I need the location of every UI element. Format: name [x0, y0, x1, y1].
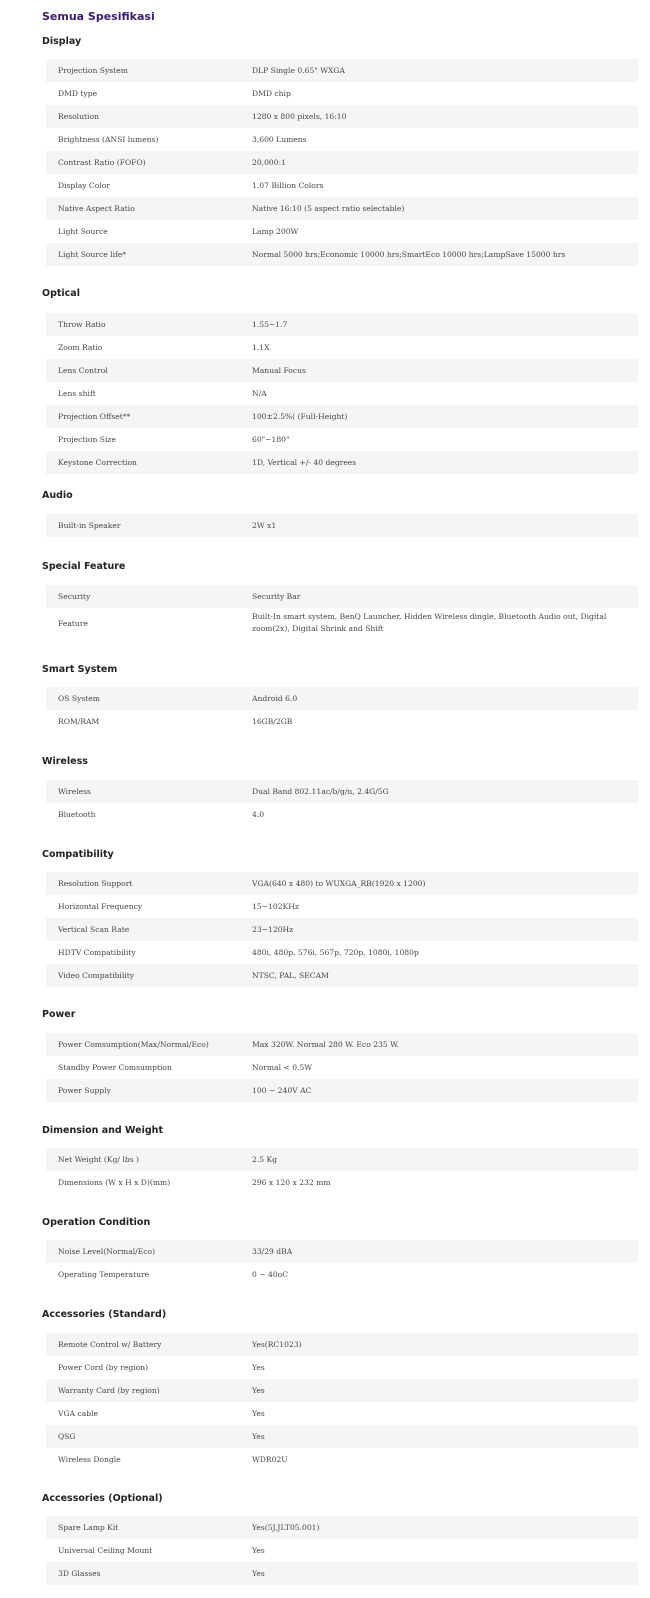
spec-row: [46, 1171, 638, 1194]
spec-table-smart-system: [46, 687, 638, 733]
spec-label: Display Color: [58, 181, 110, 190]
spec-label: Lens Control: [58, 366, 108, 375]
spec-value: Yes: [252, 1408, 265, 1418]
spec-label: Resolution Support: [58, 879, 133, 888]
spec-label: Zoom Ratio: [58, 343, 103, 352]
spec-row: [46, 313, 638, 336]
spec-value: Android 6.0: [252, 693, 298, 703]
spec-value: 15~102KHz: [252, 901, 299, 911]
section-title-optical: Optical: [42, 288, 80, 299]
spec-label: Projection System: [58, 66, 128, 75]
spec-label: Dimensions (W x H x D)(mm): [58, 1178, 171, 1187]
spec-value: Yes(RC1023): [252, 1339, 302, 1349]
spec-label: Standby Power Comsumption: [58, 1063, 172, 1072]
spec-row: [46, 1402, 638, 1425]
spec-row: [46, 1148, 638, 1171]
spec-row: [46, 608, 638, 638]
spec-row: [46, 1033, 638, 1056]
spec-value: 23~120Hz: [252, 924, 294, 934]
spec-label: Net Weight (Kg/ lbs ): [58, 1155, 139, 1164]
spec-label: Native Aspect Ratio: [58, 204, 135, 213]
spec-value: 3,600 Lumens: [252, 134, 307, 144]
spec-row: [46, 1356, 638, 1379]
spec-value: Yes: [252, 1362, 265, 1372]
spec-value: Max 320W. Normal 280 W. Eco 235 W.: [252, 1039, 400, 1049]
spec-row: [46, 710, 638, 733]
spec-label: Light Source life*: [58, 250, 127, 259]
spec-label: VGA cable: [58, 1409, 99, 1418]
spec-table-dimension-weight: [46, 1148, 638, 1194]
spec-row: [46, 1425, 638, 1448]
spec-row: [46, 780, 638, 803]
spec-table-power: [46, 1033, 638, 1102]
spec-label: OS System: [58, 694, 100, 703]
spec-table-compatibility: [46, 872, 638, 987]
spec-row: [46, 105, 638, 128]
spec-value: 4.0: [252, 809, 265, 819]
spec-value: DMD chip: [252, 88, 291, 98]
spec-value: Yes: [252, 1568, 265, 1578]
spec-label: Built-in Speaker: [58, 521, 121, 530]
spec-value: 60"~180": [252, 434, 290, 444]
spec-label: Universal Ceiling Mount: [58, 1546, 153, 1555]
spec-row: [46, 1263, 638, 1286]
section-title-audio: Audio: [42, 490, 73, 501]
spec-row: [46, 687, 638, 710]
spec-row: [46, 220, 638, 243]
spec-row: [46, 918, 638, 941]
spec-label: Resolution: [58, 112, 99, 121]
spec-value: VGA(640 x 480) to WUXGA_RB(1920 x 1200): [252, 878, 426, 888]
spec-value: 296 x 120 x 232 mm: [252, 1177, 331, 1187]
section-title-operation-condition: Operation Condition: [42, 1217, 151, 1228]
spec-label: 3D Glasses: [58, 1569, 101, 1578]
spec-label: Throw Ratio: [58, 320, 106, 329]
spec-row: [46, 941, 638, 964]
spec-row: [46, 1056, 638, 1079]
spec-table-accessories-optional: [46, 1516, 638, 1585]
spec-value: Yes: [252, 1545, 265, 1555]
spec-row: [46, 1516, 638, 1539]
spec-row: [46, 1562, 638, 1585]
spec-row: [46, 1333, 638, 1356]
page-title: Semua Spesifikasi: [42, 10, 155, 23]
spec-value: DLP Single 0.65" WXGA: [252, 65, 345, 75]
spec-row: [46, 451, 638, 474]
spec-label: Power Supply: [58, 1086, 111, 1095]
spec-label: Power Comsumption(Max/Normal/Eco): [58, 1040, 209, 1049]
spec-label: Contrast Ratio (FOFO): [58, 158, 146, 167]
spec-label: Noise Level(Normal/Eco): [58, 1247, 156, 1256]
spec-row: [46, 82, 638, 105]
spec-value: 33/29 dBA: [252, 1246, 293, 1256]
section-title-special-feature: Special Feature: [42, 561, 126, 572]
spec-value: Native 16:10 (5 aspect ratio selectable): [252, 203, 405, 213]
section-title-wireless: Wireless: [42, 756, 88, 767]
spec-label: HDTV Compatibility: [58, 948, 136, 957]
spec-label: Projection Size: [58, 435, 116, 444]
spec-label: Security: [58, 592, 91, 601]
spec-value: 1.1X: [252, 342, 270, 352]
section-title-display: Display: [42, 36, 82, 47]
spec-label: Wireless: [58, 787, 91, 796]
spec-row: [46, 1379, 638, 1402]
spec-row: [46, 964, 638, 987]
spec-row: [46, 428, 638, 451]
spec-value: Yes(5J.JLT05.001): [252, 1522, 320, 1532]
section-title-accessories-standard: Accessories (Standard): [42, 1309, 167, 1320]
spec-label: Operating Temperature: [58, 1270, 150, 1279]
spec-label: Power Cord (by region): [58, 1363, 149, 1372]
spec-value: Yes: [252, 1385, 265, 1395]
spec-value: 1.07 Billion Colors: [252, 180, 324, 190]
spec-label: Wireless Dongle: [58, 1455, 121, 1464]
spec-label: ROM/RAM: [58, 717, 100, 726]
spec-row: [46, 895, 638, 918]
spec-table-wireless: [46, 780, 638, 826]
spec-label: Projection Offset**: [58, 412, 131, 421]
spec-table-audio: [46, 514, 638, 537]
spec-value: 1.55~1.7: [252, 319, 288, 329]
spec-value: 20,000:1: [252, 157, 286, 167]
section-title-accessories-optional: Accessories (Optional): [42, 1493, 163, 1504]
spec-label: Horizontal Frequency: [58, 902, 143, 911]
spec-label: Spare Lamp Kit: [58, 1523, 119, 1532]
spec-row: [46, 197, 638, 220]
spec-row: [46, 59, 638, 82]
spec-value: 100 ~ 240V AC: [252, 1085, 312, 1095]
spec-value: Manual Focus: [252, 365, 306, 375]
spec-table-display: [46, 59, 638, 266]
spec-value: Security Bar: [252, 591, 301, 601]
spec-label: Brightness (ANSI lumens): [58, 135, 159, 144]
spec-label: Feature: [58, 618, 88, 628]
spec-row: [46, 336, 638, 359]
spec-row: [46, 128, 638, 151]
spec-label: Keystone Correction: [58, 458, 137, 467]
spec-row: [46, 1539, 638, 1562]
spec-label: Warranty Card (by region): [58, 1386, 160, 1395]
spec-value: Normal < 0.5W: [252, 1062, 313, 1072]
spec-value: 1280 x 800 pixels, 16:10: [252, 111, 347, 121]
section-title-dimension-weight: Dimension and Weight: [42, 1125, 163, 1136]
spec-row: [46, 585, 638, 608]
section-title-power: Power: [42, 1009, 76, 1020]
spec-row: [46, 1448, 638, 1471]
spec-label: Lens shift: [58, 389, 96, 398]
spec-table-optical: [46, 313, 638, 474]
spec-label: Remote Control w/ Battery: [58, 1340, 162, 1349]
spec-value: Dual Band 802.11ac/b/g/n, 2.4G/5G: [252, 786, 389, 796]
spec-value: 1D, Vertical +/- 40 degrees: [252, 457, 357, 467]
spec-value: 100±2.5%( (Full-Height): [252, 411, 348, 421]
spec-row: [46, 174, 638, 197]
spec-label: QSG: [58, 1432, 76, 1441]
spec-label: Video Compatibility: [58, 971, 135, 980]
spec-value: 0 ~ 40oC: [252, 1269, 289, 1279]
spec-table-accessories-standard: [46, 1333, 638, 1471]
spec-label: Bluetooth: [58, 810, 96, 819]
spec-value: 480i, 480p, 576i, 567p, 720p, 1080i, 1080p: [252, 947, 419, 957]
spec-row: [46, 382, 638, 405]
spec-label: DMD type: [58, 89, 98, 98]
spec-row: [46, 1240, 638, 1263]
spec-table-operation-condition: [46, 1240, 638, 1286]
spec-row: [46, 872, 638, 895]
spec-value: WDR02U: [252, 1454, 288, 1464]
spec-label: Vertical Scan Rate: [58, 925, 130, 934]
spec-row: [46, 243, 638, 266]
spec-row: [46, 803, 638, 826]
spec-value: Lamp 200W: [252, 226, 299, 236]
spec-row: [46, 405, 638, 428]
spec-value: 2.5 Kg: [252, 1154, 278, 1164]
spec-row: [46, 514, 638, 537]
section-title-compatibility: Compatibility: [42, 849, 114, 860]
spec-label: Light Source: [58, 227, 108, 236]
spec-table-special-feature: [46, 585, 638, 638]
spec-row: [46, 1079, 638, 1102]
spec-value: 2W x1: [252, 520, 277, 530]
spec-value: Normal 5000 hrs;Economic 10000 hrs;SmartEco 10000 hrs;LampSave 15000 hrs: [252, 249, 566, 259]
spec-value: Built-In smart system, BenQ Launcher, Hidden Wireless dingle, Bluetooth Audio out, Digital zoom(2x), Digital Shrink and Shift: [252, 612, 607, 633]
spec-value: N/A: [252, 388, 267, 398]
spec-value: NTSC, PAL, SECAM: [252, 970, 329, 980]
spec-value: 16GB/2GB: [252, 716, 293, 726]
spec-row: [46, 151, 638, 174]
section-title-smart-system: Smart System: [42, 664, 118, 675]
spec-value: Yes: [252, 1431, 265, 1441]
spec-row: [46, 359, 638, 382]
